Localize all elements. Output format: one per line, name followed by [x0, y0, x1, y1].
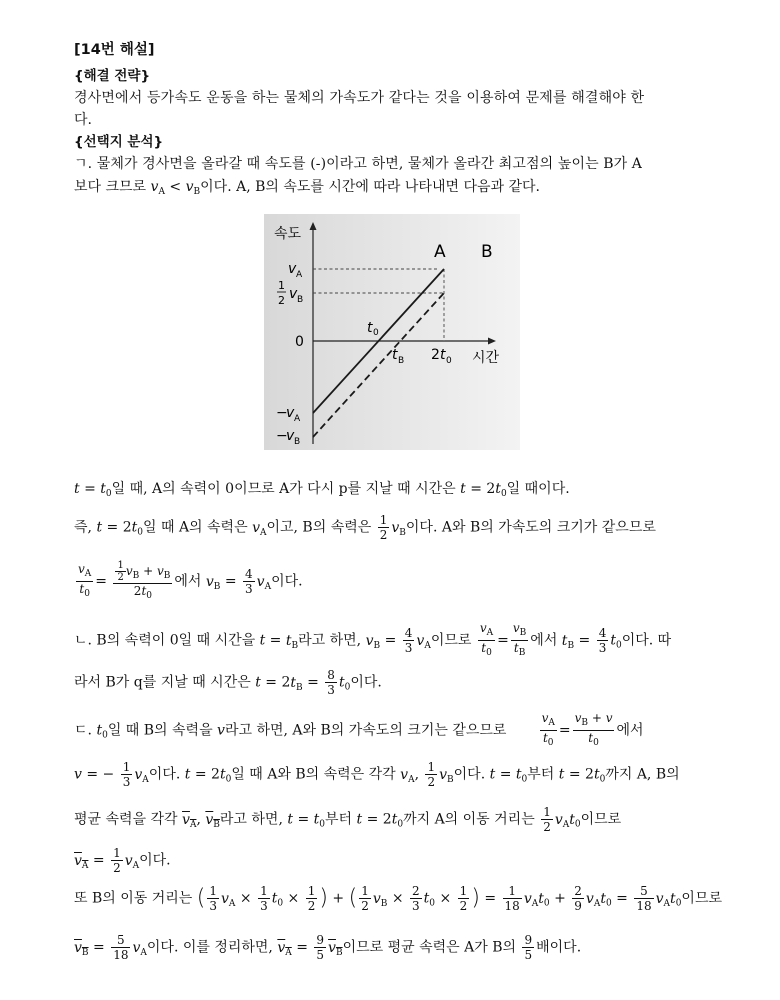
svg-text:A: A	[294, 414, 301, 424]
svg-text:−: −	[276, 405, 288, 421]
svg-text:v: v	[289, 286, 298, 302]
choice-n-line2: 라서 B가 q를 지날 때 시간은 $t = 2t_B$ = $\frac{8}{3}$ $t_0$이다.	[74, 668, 382, 697]
svg-text:t: t	[440, 347, 446, 363]
y-tick-zero: 0	[295, 334, 304, 350]
choice-d-line2: v = − $\frac{1}{3}$ $v_A$이다. $t = 2t_0$일 때 A와 B의 속력은 각각 $v_A$, $\frac{1}{2}$ $v_B$이다. $t = t_0$부터 $t = 2t_0$까지 A, B의	[74, 760, 680, 789]
series-label-A: A	[434, 242, 446, 262]
choice-n-line1: ㄴ. B의 속력이 0일 때 시간을 $t = t_B$라고 하면, $v_B$ = $\frac{4}{3}$ $v_A$이므로 $\frac{v_A}{t_0}$ = $\frac{v_B}{t_B}$ 에서 $t_B$ = $\frac{4}{3}$ $t_0$이다. 따	[74, 621, 672, 658]
choice-d-line3: 평균 속력을 각각 $v_A$, $v_B$라고 하면, $t = t_0$부터 $t = 2t_0$까지 A의 이동 거리는 $\frac{1}{2}$ $v_At_0$이므로	[74, 805, 622, 834]
svg-text:t: t	[367, 320, 373, 336]
svg-text:0: 0	[373, 328, 379, 338]
svg-text:2: 2	[278, 294, 285, 307]
choice-g-line2: 보다 크므로 $v_A < v_B$이다. A, B의 속도를 시간에 따라 나타내면 다음과 같다.	[74, 179, 540, 197]
svg-text:A: A	[296, 270, 303, 280]
strategy-text-line1: 경사면에서 등가속도 운동을 하는 물체의 가속도가 같다는 것을 이용하여 문제를 해결해야 한	[74, 90, 645, 106]
body-line-2: 즉, $t = 2t_0$일 때 A의 속력은 $v_A$이고, B의 속력은 $\frac{1}{2}$ $v_B$이다. A와 B의 가속도의 크기가 같으므로	[74, 513, 656, 542]
choice-d-line4: $v_A$ = $\frac{1}{2}$ $v_A$이다.	[74, 846, 171, 875]
strategy-text-line2: 다.	[74, 112, 92, 128]
svg-text:B: B	[398, 356, 405, 366]
body-line-3: $\frac{v_A}{t_0}$ = $\frac{1}{2}$ $v_B + v_B$ $2t_0$ 에서 $v_B$ = $\frac{4}{3}$ $v_A$이다.	[78, 560, 303, 601]
y-axis-label: 속도	[274, 226, 302, 242]
svg-text:0: 0	[446, 356, 452, 366]
svg-text:v: v	[286, 428, 295, 444]
body-line-1: $t = t_0$일 때, A의 속력이 0이므로 A가 다시 p를 지날 때 시간은 $t = 2t_0$일 때이다.	[74, 481, 570, 499]
svg-text:B: B	[294, 437, 301, 447]
analysis-heading: {선택지 분석}	[74, 134, 164, 150]
svg-text:B: B	[297, 295, 304, 305]
strategy-heading: {해결 전략}	[74, 68, 151, 84]
x-axis-label: 시간	[472, 350, 500, 366]
svg-text:1: 1	[278, 279, 285, 292]
svg-text:−: −	[276, 428, 288, 444]
velocity-time-graph	[264, 214, 520, 450]
svg-text:v: v	[288, 261, 297, 277]
choice-g-line1: ㄱ. 물체가 경사면을 올라갈 때 속도를 (-)이라고 하면, 물체가 올라간 최고점의 높이는 B가 A	[74, 156, 643, 172]
svg-text:2: 2	[431, 347, 440, 363]
choice-d-line5: 또 B의 이동 거리는 ( $\frac{1}{3}$ $v_A$ × $\frac{1}{3}$ $t_0$ × $\frac{1}{2}$ ) + ( $\frac{1}{2}$ $v_B$ × $\frac{2}{3}$ $t_0$ × $\frac{1}{2}$ ) = $\frac{1}{18}$ $v_At_0$ + $\frac{2}{9}$ $v_At_0$ = $\frac{5}{18}$ $v_At_0$이므로	[74, 884, 722, 913]
choice-d-line1: ㄷ. $t_0$일 때 B의 속력을 v라고 하면, A와 B의 가속도의 크기는 같으므로 $\frac{v_A}{t_0}$ = $\frac{v_B + v}{t_0}$ 에서	[74, 711, 644, 748]
choice-d-line6: $v_B$ = $\frac{5}{18}$ $v_A$이다. 이를 정리하면, $v_A$ = $\frac{9}{5}$ $v_B$이므로 평균 속력은 A가 B의 $\frac{9}{5}$ 배이다.	[74, 933, 582, 962]
series-label-B: B	[481, 242, 493, 262]
svg-text:v: v	[286, 405, 295, 421]
page-title: [14번 해설]	[74, 42, 155, 58]
svg-text:t: t	[392, 347, 398, 363]
